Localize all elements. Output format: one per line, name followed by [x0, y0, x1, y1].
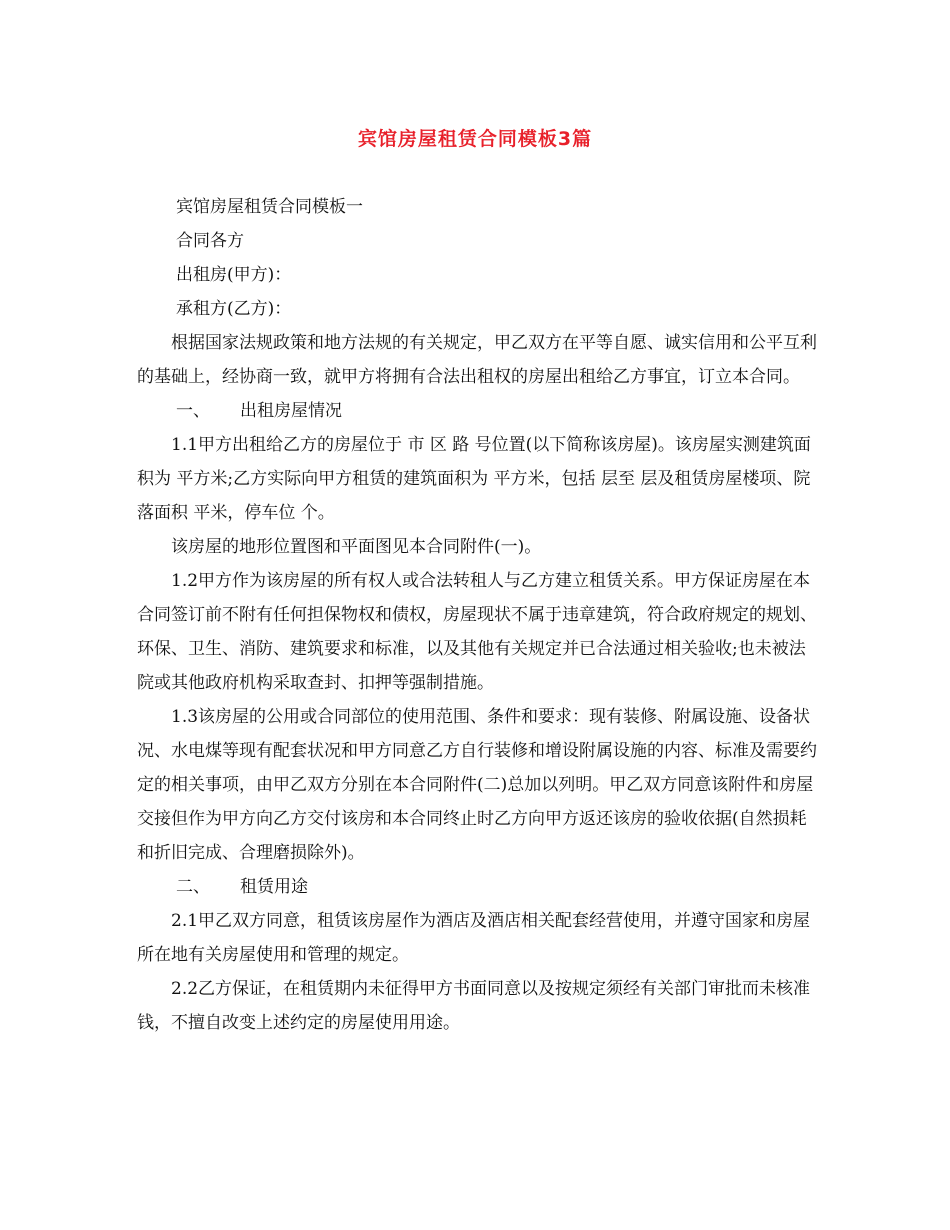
paragraph-2-1: 2.1甲乙双方同意，租赁该房屋作为酒店及酒店相关配套经营使用，并遵守国家和房屋所在地有关房屋使用和管理的规定。 [137, 911, 811, 965]
section-title: 租赁用途 [240, 877, 308, 897]
paragraph-1-1: 1.1甲方出租给乙方的房屋位于 市 区 路 号位置(以下简称该房屋)。该房屋实测建筑面积为 平方米;乙方实际向甲方租赁的建筑面积为 平方米，包括 层至 层及租赁房屋楼项、院落面积 平米，停车位 个。 [137, 435, 811, 523]
section-number: 一、 [176, 401, 210, 421]
section-heading-1 [137, 394, 817, 428]
paragraph-1-2: 1.2甲方作为该房屋的所有权人或合法转租人与乙方建立租赁关系。甲方保证房屋在本合同签订前不附有任何担保物权和债权，房屋现状不属于违章建筑，符合政府规定的规划、环保、卫生、消防、建筑要求和标准，以及其他有关规定并已合法通过相关验收;也未被法院或其他政府机构采取查封、扣押等强制措施。 [137, 571, 817, 693]
paragraph-parties: 合同各方 [176, 231, 244, 251]
section-number: 二、 [176, 877, 210, 897]
paragraph-lessor: 出租房(甲方)： [176, 265, 292, 285]
document-title: 宾馆房屋租赁合同模板3篇 [357, 128, 593, 150]
paragraph-2-2: 2.2乙方保证，在租赁期内未征得甲方书面同意以及按规定须经有关部门审批而未核准钱，不擅自改变上述约定的房屋使用用途。 [137, 979, 811, 1033]
paragraph-1-3: 1.3该房屋的公用或合同部位的使用范围、条件和要求：现有装修、附属设施、设备状况、水电煤等现有配套状况和甲方同意乙方自行装修和增设附属设施的内容、标准及需要约定的相关事项，由甲乙双方分别在本合同附件(二)总加以列明。甲乙双方同意该附件和房屋交接但作为甲方向乙方交付该房和本合同终止时乙方向甲方返还该房的验收依据(自然损耗和折旧完成、合理磨损除外)。 [137, 707, 817, 863]
paragraph-lessee: 承租方(乙方)： [176, 299, 292, 319]
paragraph-attachment-1: 该房屋的地形位置图和平面图见本合同附件(一)。 [171, 537, 542, 557]
section-title: 出租房屋情况 [240, 401, 342, 421]
document-body [137, 190, 817, 1040]
paragraph-preamble: 根据国家法规政策和地方法规的有关规定，甲乙双方在平等自愿、诚实信用和公平互利的基础上，经协商一致，就甲方将拥有合法出租权的房屋出租给乙方事宜，订立本合同。 [137, 333, 817, 387]
section-heading-2 [137, 870, 817, 904]
paragraph-template-name: 宾馆房屋租赁合同模板一 [176, 197, 363, 217]
